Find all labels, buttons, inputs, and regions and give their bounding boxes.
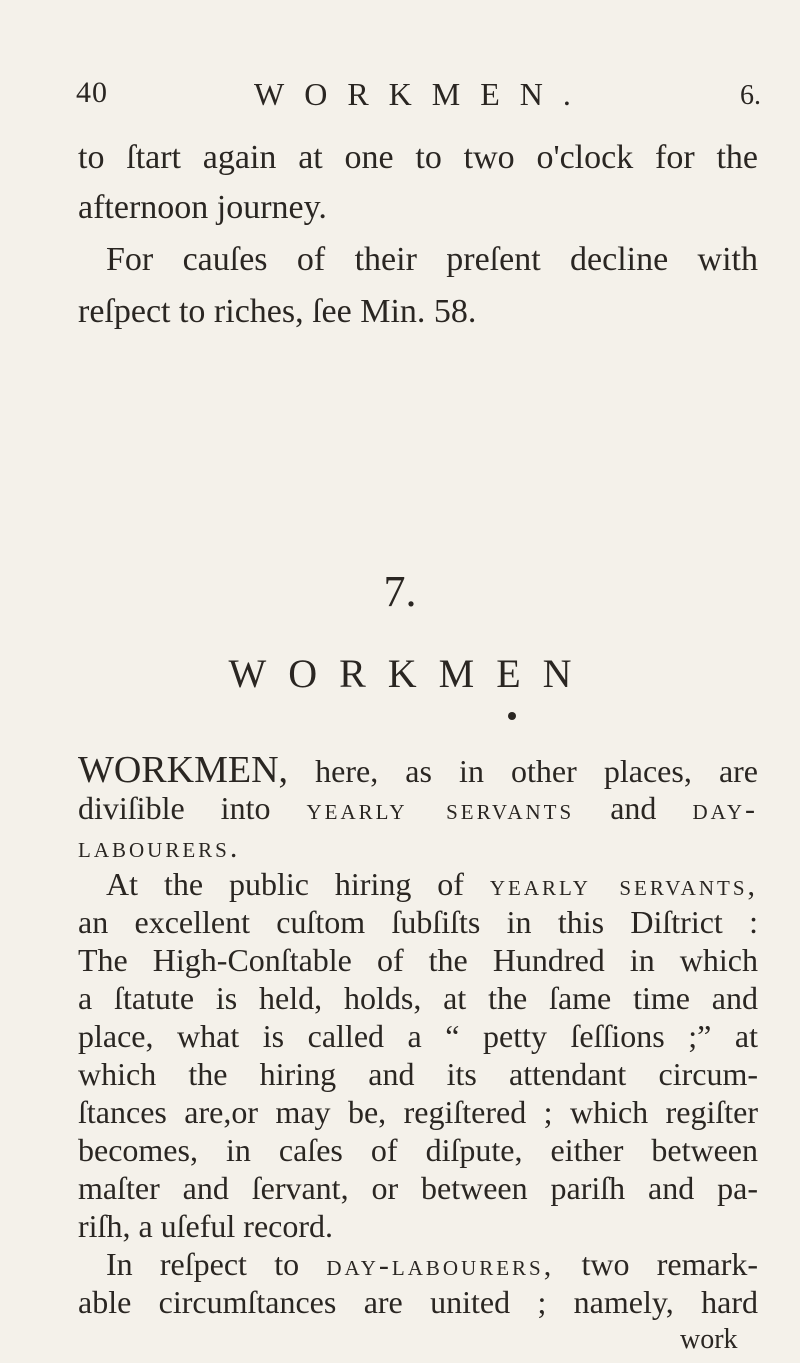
page-number: 40 — [76, 76, 108, 109]
text-run: and — [574, 790, 693, 826]
catchword: work — [680, 1324, 738, 1355]
body-line: which the hiring and its attendant circum- — [78, 1056, 758, 1092]
opening-word: WORKMEN, — [78, 749, 289, 791]
causes-line-2: reſpect to riches, ſee Min. 58. — [78, 293, 477, 330]
running-title: WORKMEN. — [254, 76, 591, 112]
small-caps-run: yearly servants — [306, 793, 575, 826]
body-line: able circumſtances are united ; namely, hard — [78, 1284, 758, 1320]
small-caps-run: labourers. — [78, 831, 241, 864]
causes-line-1: For cauſes of their preſent decline with — [106, 241, 758, 278]
section-title: WORKMEN — [228, 651, 594, 696]
body-line: a ſtatute is held, holds, at the ſame time and — [78, 980, 758, 1016]
body-line: place, what is called a “ petty ſeſſions ;” at — [78, 1018, 758, 1054]
intro-line-2: afternoon journey. — [78, 189, 327, 226]
small-caps-run: day- — [692, 793, 759, 826]
body-line: The High-Conſtable of the Hundred in which — [78, 942, 758, 978]
section-number: 7. — [383, 567, 417, 616]
small-caps-run: yearly servants, — [489, 869, 759, 902]
intro-line-1: to ſtart again at one to two o'clock for the — [78, 139, 758, 176]
body-line: becomes, in caſes of diſpute, either between — [78, 1132, 758, 1168]
small-caps-run: day-labourers, — [326, 1249, 555, 1282]
text-run: At the public hiring of — [106, 866, 490, 902]
text-run: here, as in other places, are — [288, 753, 758, 789]
body-line: ſtances are,or may be, regiſtered ; which regiſter — [78, 1094, 758, 1130]
body-line: maſter and ſervant, or between pariſh and pa- — [78, 1170, 758, 1206]
text-run: diviſible into — [78, 790, 307, 826]
section-mark: 6. — [740, 80, 761, 111]
text-run: In reſpect to — [106, 1246, 327, 1282]
body-line: riſh, a uſeful record. — [78, 1208, 333, 1244]
body-line: an excellent cuſtom ſubſiſts in this Diſtrict : — [78, 904, 758, 940]
text-run: two remark- — [554, 1246, 759, 1282]
